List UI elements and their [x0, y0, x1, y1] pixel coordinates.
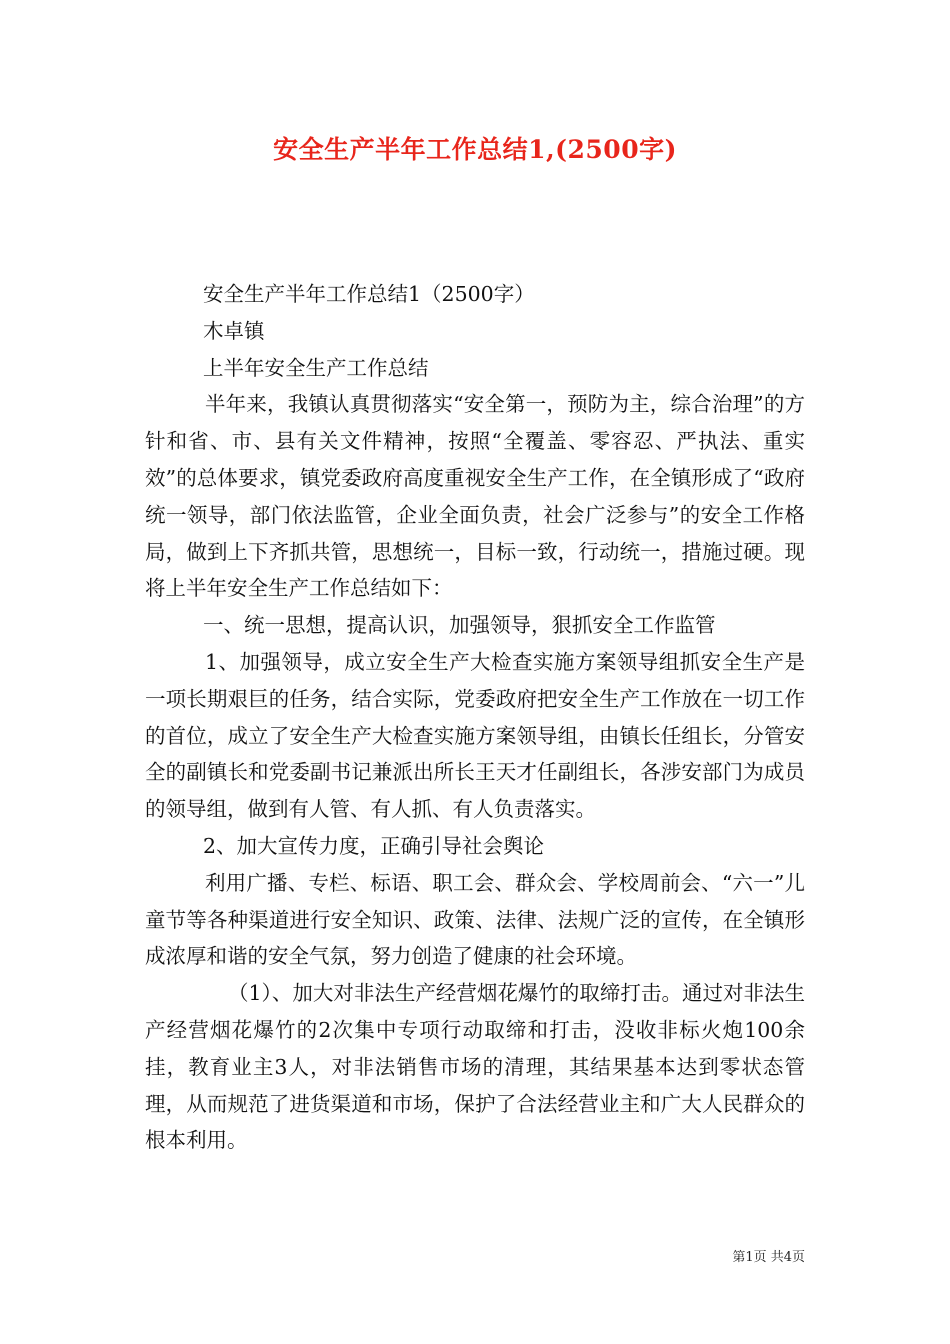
- page-number: 第1页 共4页: [732, 1250, 805, 1265]
- paragraph: 半年来，我镇认真贯彻落实“安全第一，预防为主，综合治理”的方针和省、市、县有关文件精神，按照“全覆盖、零容忍、严执法、重实效”的总体要求，镇党委政府高度重视安全生产工作，在全镇形成了“政府统一领导，部门依法监管，企业全面负责，社会广泛参与”的安全工作格局，做到上下齐抓共管，思想统一，目标一致，行动统一，措施过硬。现将上半年安全生产工作总结如下：: [145, 392, 805, 601]
- paragraph: 1、加强领导，成立安全生产大检查实施方案领导组抓安全生产是一项长期艰巨的任务，结合实际，党委政府把安全生产工作放在一切工作的首位，成立了安全生产大检查实施方案领导组，由镇长任组长，分管安全的副镇长和党委副书记兼派出所长王天才任副组长，各涉安部门为成员的领导组，做到有人管、有人抓、有人负责落实。: [145, 649, 805, 822]
- paragraph: 木卓镇: [203, 318, 265, 343]
- paragraph: 安全生产半年工作总结1（2500字）: [203, 282, 535, 306]
- paragraph: 利用广播、专栏、标语、职工会、群众会、学校周前会、“六一”儿童节等各种渠道进行安全知识、政策、法律、法规广泛的宣传，在全镇形成浓厚和谐的安全气氛，努力创造了健康的社会环境。: [145, 870, 805, 969]
- document-title: 安全生产半年工作总结1,(2500字): [273, 135, 677, 164]
- paragraph: 上半年安全生产工作总结: [203, 355, 429, 380]
- document-body: [145, 276, 805, 1159]
- subsection-heading: 2、加大宣传力度，正确引导社会舆论: [203, 833, 545, 858]
- section-heading: 一、统一思想，提高认识，加强领导，狠抓安全工作监管: [203, 613, 716, 638]
- paragraph: （1）、加大对非法生产经营烟花爆竹的取缔打击。通过对非法生产经营烟花爆竹的2次集中专项行动取缔和打击，没收非标火炮100余挂，教育业主3人，对非法销售市场的清理，其结果基本达到零状态管理，从而规范了进货渠道和市场，保护了合法经营业主和广大人民群众的根本利用。: [145, 981, 805, 1153]
